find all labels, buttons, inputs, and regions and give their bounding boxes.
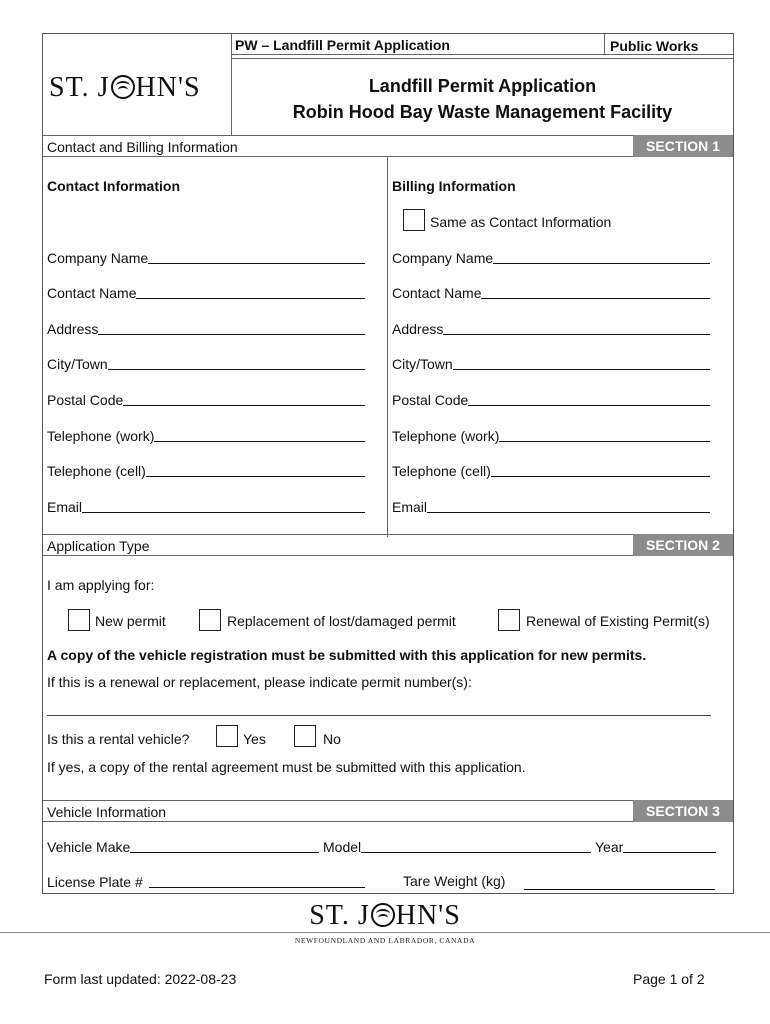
renewal-permit-checkbox[interactable] bbox=[498, 609, 520, 631]
footer-logo-text: ST. J HN'S bbox=[309, 900, 461, 931]
section-3-tag: SECTION 3 bbox=[633, 800, 733, 822]
header-rule bbox=[231, 54, 734, 55]
billing-address-field[interactable]: Address bbox=[392, 321, 710, 337]
same-as-contact-checkbox[interactable] bbox=[403, 209, 425, 231]
footer-swirl-icon bbox=[371, 903, 395, 927]
form-code: PW – Landfill Permit Application bbox=[235, 37, 450, 53]
billing-city-field[interactable]: City/Town bbox=[392, 356, 710, 372]
section-2-tag: SECTION 2 bbox=[633, 534, 733, 556]
section-2-label: Application Type bbox=[47, 538, 150, 554]
section-1-label: Contact and Billing Information bbox=[47, 139, 238, 155]
new-permit-label: New permit bbox=[95, 613, 166, 629]
section-1-bar bbox=[43, 135, 733, 157]
section-3-label: Vehicle Information bbox=[47, 804, 167, 820]
last-updated: Form last updated: 2022-08-23 bbox=[44, 971, 237, 987]
contact-heading: Contact Information bbox=[47, 178, 180, 194]
rental-no-checkbox[interactable] bbox=[294, 725, 316, 747]
registration-notice: A copy of the vehicle registration must be submitted with this application for new permits. bbox=[47, 647, 647, 663]
billing-telephone-work-field[interactable]: Telephone (work) bbox=[392, 428, 710, 444]
billing-company-name-field[interactable]: Company Name bbox=[392, 250, 710, 266]
section-1-tag: SECTION 1 bbox=[633, 135, 733, 157]
vehicle-year-field[interactable]: Year bbox=[595, 839, 716, 855]
billing-email-field[interactable]: Email bbox=[392, 499, 710, 515]
renewal-permit-label: Renewal of Existing Permit(s) bbox=[526, 613, 710, 629]
license-plate-field[interactable]: License Plate # bbox=[47, 874, 365, 890]
permit-form bbox=[42, 33, 734, 894]
footer-rule bbox=[0, 932, 770, 933]
rental-yes-checkbox[interactable] bbox=[216, 725, 238, 747]
billing-heading: Billing Information bbox=[392, 178, 516, 194]
contact-name-field[interactable]: Contact Name bbox=[47, 285, 365, 301]
vehicle-model-field[interactable]: Model bbox=[323, 839, 591, 855]
header-dept-divider bbox=[604, 34, 605, 54]
permit-number-input-line[interactable] bbox=[47, 715, 711, 716]
section-3-bar bbox=[43, 800, 733, 822]
city-logo: ST. J HN'S bbox=[49, 72, 201, 103]
contact-billing-divider bbox=[387, 157, 388, 537]
tare-weight-label: Tare Weight (kg) bbox=[403, 873, 506, 889]
rental-notice: If yes, a copy of the rental agreement must be submitted with this application. bbox=[47, 759, 526, 775]
header-rule-double bbox=[231, 58, 734, 59]
department-label: Public Works bbox=[610, 38, 699, 54]
contact-city-field[interactable]: City/Town bbox=[47, 356, 365, 372]
page-number: Page 1 of 2 bbox=[633, 971, 705, 987]
new-permit-checkbox[interactable] bbox=[68, 609, 90, 631]
contact-address-field[interactable]: Address bbox=[47, 321, 365, 337]
billing-contact-name-field[interactable]: Contact Name bbox=[392, 285, 710, 301]
contact-telephone-cell-field[interactable]: Telephone (cell) bbox=[47, 463, 365, 479]
billing-postal-code-field[interactable]: Postal Code bbox=[392, 392, 710, 408]
contact-postal-code-field[interactable]: Postal Code bbox=[47, 392, 365, 408]
swirl-icon bbox=[111, 75, 135, 99]
rental-question: Is this a rental vehicle? bbox=[47, 731, 190, 747]
form-subtitle: Robin Hood Bay Waste Management Facility bbox=[292, 102, 673, 122]
billing-telephone-cell-field[interactable]: Telephone (cell) bbox=[392, 463, 710, 479]
vehicle-make-field[interactable]: Vehicle Make bbox=[47, 839, 319, 855]
tare-weight-input-line[interactable] bbox=[524, 889, 715, 890]
footer-logo bbox=[0, 900, 770, 932]
rental-no-label: No bbox=[323, 731, 341, 747]
same-as-contact-label: Same as Contact Information bbox=[430, 214, 612, 230]
renewal-prompt: If this is a renewal or replacement, please indicate permit number(s): bbox=[47, 674, 472, 690]
contact-email-field[interactable]: Email bbox=[47, 499, 365, 515]
replacement-permit-label: Replacement of lost/damaged permit bbox=[227, 613, 456, 629]
applying-for-label: I am applying for: bbox=[47, 577, 155, 593]
form-title: Landfill Permit Application bbox=[368, 76, 597, 96]
rental-yes-label: Yes bbox=[243, 731, 266, 747]
footer-logo-subtitle: NEWFOUNDLAND AND LABRADOR, CANADA bbox=[294, 936, 476, 945]
replacement-permit-checkbox[interactable] bbox=[199, 609, 221, 631]
section-2-bar bbox=[43, 534, 733, 556]
contact-telephone-work-field[interactable]: Telephone (work) bbox=[47, 428, 365, 444]
contact-company-name-field[interactable]: Company Name bbox=[47, 250, 365, 266]
